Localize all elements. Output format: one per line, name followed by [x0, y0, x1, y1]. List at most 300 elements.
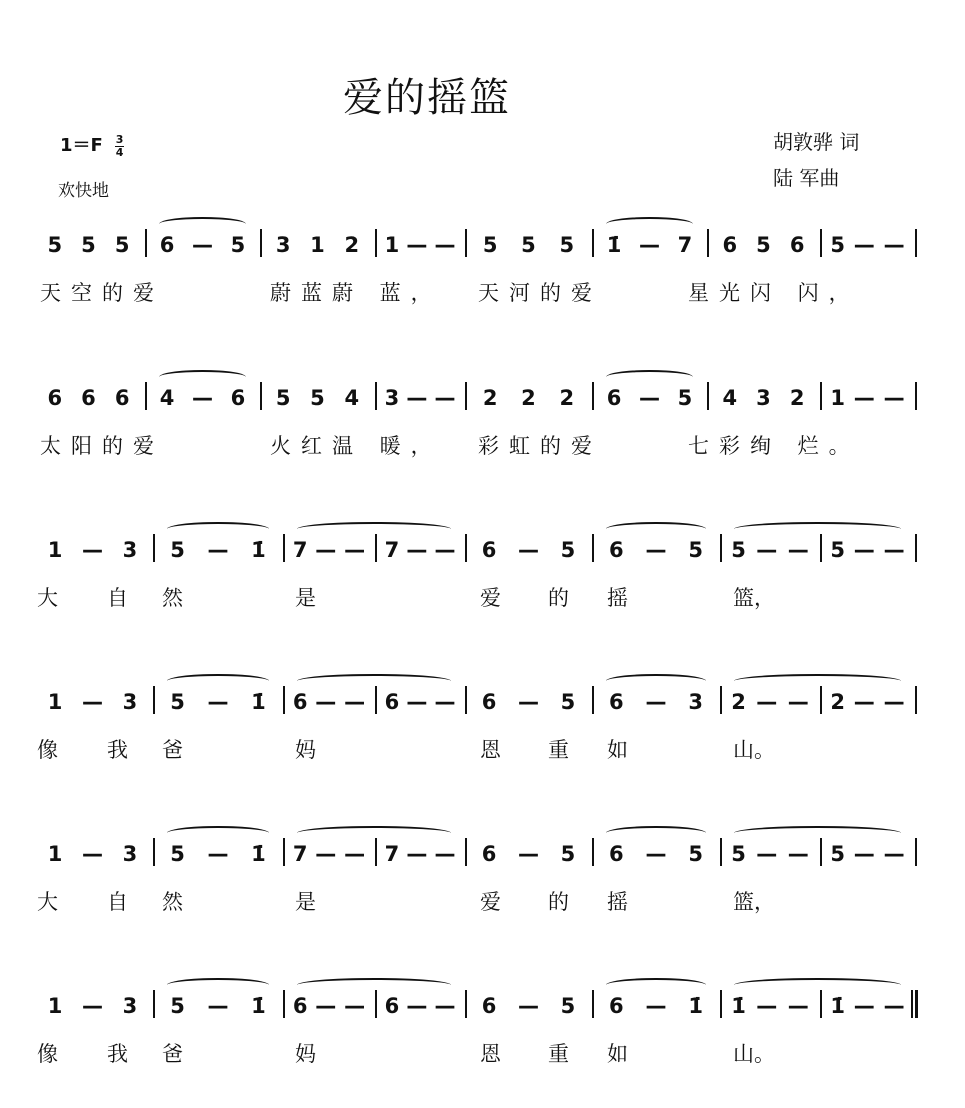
note: —	[207, 538, 229, 562]
measure	[471, 538, 586, 562]
note: 1̇	[251, 538, 266, 562]
note: —	[207, 994, 229, 1018]
measure	[38, 994, 147, 1018]
lyric: 大	[37, 586, 58, 610]
note: —	[645, 690, 667, 714]
note: 5	[688, 842, 704, 866]
lyric: 篮，	[733, 890, 775, 914]
note: —	[883, 842, 905, 866]
note: 6	[608, 994, 624, 1018]
measure	[471, 842, 586, 866]
note: 4	[344, 386, 360, 410]
lyric: 太阳的爱	[40, 434, 164, 458]
note: 5	[275, 386, 291, 410]
note: —	[517, 842, 539, 866]
tie-arc	[159, 370, 246, 384]
note: —	[406, 538, 428, 562]
note: 6	[159, 233, 175, 257]
measure	[151, 233, 254, 257]
measure	[159, 538, 277, 562]
note: —	[517, 538, 539, 562]
barline	[375, 382, 377, 410]
note: 3	[122, 690, 138, 714]
score-row	[0, 690, 965, 770]
measure	[598, 538, 714, 562]
tie-arc	[297, 522, 451, 536]
note: 1	[47, 690, 63, 714]
note: —	[344, 994, 366, 1018]
lyric: 然	[162, 890, 183, 914]
time-signature-top: 3	[115, 132, 124, 146]
lyric: 爱	[480, 586, 501, 610]
barline	[707, 382, 709, 410]
barline	[283, 686, 285, 714]
note: —	[756, 538, 778, 562]
tie-arc	[159, 217, 246, 231]
note: 2	[731, 690, 746, 714]
note: 5	[230, 233, 246, 257]
measure	[289, 842, 369, 866]
note: —	[883, 233, 905, 257]
note: —	[883, 690, 905, 714]
tie-arc	[734, 826, 901, 840]
note: —	[434, 538, 456, 562]
measure	[726, 994, 814, 1018]
tempo-marking: 欢快地	[58, 181, 109, 201]
measure	[826, 538, 909, 562]
lyric: 恩	[480, 738, 501, 762]
note: —	[883, 538, 905, 562]
lyric: 自	[107, 890, 128, 914]
measure	[598, 994, 714, 1018]
barline	[260, 382, 262, 410]
note: —	[81, 994, 103, 1018]
measure	[289, 538, 369, 562]
note: 1̇	[606, 233, 622, 257]
lyric: 自	[107, 586, 128, 610]
barline	[465, 382, 467, 410]
note: 6	[114, 386, 130, 410]
note: —	[434, 690, 456, 714]
note: 5	[310, 386, 325, 410]
note: 6	[481, 842, 497, 866]
measure	[598, 386, 701, 410]
note: 5	[731, 842, 746, 866]
measure	[38, 233, 139, 257]
lyric: 像	[37, 738, 58, 762]
tie-arc	[606, 826, 706, 840]
barline	[720, 838, 722, 866]
note: —	[406, 994, 428, 1018]
measure	[826, 994, 909, 1018]
tie-arc	[606, 217, 693, 231]
measure	[38, 690, 147, 714]
note: 1	[47, 842, 63, 866]
lyric: 是	[295, 586, 316, 610]
barline	[915, 382, 917, 410]
note: 6	[481, 538, 497, 562]
note: —	[883, 994, 905, 1018]
barline	[707, 229, 709, 257]
note: 6	[384, 690, 400, 714]
barline	[820, 382, 822, 410]
note: —	[406, 690, 428, 714]
measure	[471, 690, 586, 714]
note: 5	[559, 233, 575, 257]
note: 6	[606, 386, 622, 410]
note: 5	[560, 538, 576, 562]
lyric: 摇	[607, 586, 628, 610]
note: —	[787, 690, 809, 714]
note: 7	[677, 233, 693, 257]
tie-arc	[734, 978, 901, 992]
lyric: 天空的爱	[40, 281, 164, 305]
barline	[820, 534, 822, 562]
tie-arc	[606, 370, 693, 384]
note: —	[191, 233, 213, 257]
note: 7	[292, 842, 308, 866]
note: —	[434, 386, 456, 410]
lyric: 的	[548, 586, 569, 610]
measure	[38, 538, 147, 562]
measure	[713, 386, 814, 410]
note: —	[207, 690, 229, 714]
note: —	[517, 690, 539, 714]
barline	[375, 838, 377, 866]
measure	[381, 386, 459, 410]
note: —	[315, 690, 337, 714]
score-row	[0, 233, 965, 313]
barline	[375, 229, 377, 257]
note: 6	[608, 690, 624, 714]
note: 5	[81, 233, 96, 257]
note: —	[315, 538, 337, 562]
barline	[592, 990, 594, 1018]
note: 7	[292, 538, 308, 562]
lyric: 妈	[295, 1042, 316, 1066]
note: 5	[560, 994, 576, 1018]
tie-arc	[606, 522, 706, 536]
measure	[381, 233, 459, 257]
note: 6	[47, 386, 63, 410]
measure	[289, 994, 369, 1018]
barline	[145, 382, 147, 410]
note: 5	[170, 994, 185, 1018]
barline	[465, 686, 467, 714]
key-label: 1＝F	[60, 135, 103, 156]
measure	[726, 690, 814, 714]
note: 7	[384, 842, 400, 866]
lyric: 爸	[162, 1042, 183, 1066]
barline	[465, 838, 467, 866]
barline	[153, 686, 155, 714]
note: —	[344, 538, 366, 562]
note: 1̇	[688, 994, 704, 1018]
note: 2	[830, 690, 846, 714]
note: —	[81, 690, 103, 714]
note: 6	[230, 386, 246, 410]
measure	[159, 994, 277, 1018]
lyric: 七彩绚 烂。	[688, 434, 860, 458]
note: 6	[81, 386, 96, 410]
note: —	[853, 690, 875, 714]
measure	[38, 386, 139, 410]
note: 1̇	[251, 690, 266, 714]
lyric: 蔚蓝蔚 蓝，	[270, 281, 442, 305]
note: —	[853, 386, 875, 410]
tie-arc	[734, 674, 901, 688]
note: 2	[789, 386, 805, 410]
barline	[720, 686, 722, 714]
song-title: 爱的摇篮	[343, 75, 511, 121]
barline	[915, 838, 917, 866]
barline	[820, 838, 822, 866]
note: —	[883, 386, 905, 410]
lyric: 大	[37, 890, 58, 914]
barline	[153, 534, 155, 562]
note: 6	[292, 690, 308, 714]
barline	[145, 229, 147, 257]
barline	[820, 990, 822, 1018]
barline	[260, 229, 262, 257]
note: 6	[384, 994, 400, 1018]
measure	[381, 994, 459, 1018]
note: —	[344, 690, 366, 714]
measure	[471, 994, 586, 1018]
note: 2	[521, 386, 536, 410]
note: 5	[830, 842, 846, 866]
measure	[713, 233, 814, 257]
barline	[592, 534, 594, 562]
note: —	[787, 994, 809, 1018]
tie-arc	[606, 674, 706, 688]
barline	[915, 686, 917, 714]
note: —	[434, 994, 456, 1018]
note: —	[406, 842, 428, 866]
note: —	[645, 994, 667, 1018]
note: 6	[789, 233, 805, 257]
note: 3	[122, 538, 138, 562]
note: 5	[521, 233, 536, 257]
barline	[465, 534, 467, 562]
note: —	[191, 386, 213, 410]
barline	[720, 534, 722, 562]
lyric: 星光闪 闪，	[688, 281, 860, 305]
barline	[283, 534, 285, 562]
measure	[471, 233, 586, 257]
barline	[820, 686, 822, 714]
note: —	[853, 233, 875, 257]
measure	[826, 690, 909, 714]
measure	[826, 386, 909, 410]
note: —	[853, 994, 875, 1018]
measure	[381, 690, 459, 714]
note: —	[81, 538, 103, 562]
note: 1̇	[251, 994, 266, 1018]
measure	[381, 538, 459, 562]
note: 5	[560, 690, 576, 714]
lyric: 妈	[295, 738, 316, 762]
tie-arc	[297, 978, 451, 992]
note: —	[315, 842, 337, 866]
note: —	[756, 994, 778, 1018]
lyric: 我	[107, 1042, 128, 1066]
barline	[465, 229, 467, 257]
barline	[720, 990, 722, 1018]
tie-arc	[167, 978, 269, 992]
note: 6	[481, 994, 497, 1018]
measure	[266, 233, 369, 257]
barline	[375, 990, 377, 1018]
note: 5	[170, 690, 185, 714]
note: —	[638, 233, 660, 257]
measure	[598, 690, 714, 714]
note: 1	[47, 994, 63, 1018]
lyric: 像	[37, 1042, 58, 1066]
measure	[38, 842, 147, 866]
measure	[159, 842, 277, 866]
note: 3	[122, 842, 138, 866]
barline	[592, 382, 594, 410]
lyric: 如	[607, 738, 628, 762]
note: 5	[830, 233, 846, 257]
note: —	[756, 690, 778, 714]
note: —	[853, 538, 875, 562]
time-signature	[115, 132, 124, 159]
tie-arc	[606, 978, 706, 992]
note: 1	[310, 233, 325, 257]
note: 5	[170, 538, 185, 562]
composer-credit: 陆 军曲	[773, 166, 840, 190]
measure	[598, 233, 701, 257]
barline	[820, 229, 822, 257]
note: 2	[482, 386, 498, 410]
note: —	[344, 842, 366, 866]
note: 6	[292, 994, 308, 1018]
tie-arc	[167, 674, 269, 688]
measure	[471, 386, 586, 410]
tie-arc	[734, 522, 901, 536]
lyric: 山。	[733, 738, 775, 762]
measure	[826, 842, 909, 866]
lyric: 篮，	[733, 586, 775, 610]
barline	[283, 838, 285, 866]
note: 1	[830, 386, 846, 410]
lyricist-credit: 胡敦骅 词	[773, 130, 860, 154]
measure	[289, 690, 369, 714]
barline	[283, 990, 285, 1018]
lyric: 然	[162, 586, 183, 610]
note: 1	[384, 233, 400, 257]
time-signature-bottom: 4	[115, 145, 124, 159]
barline	[592, 838, 594, 866]
note: 4	[159, 386, 175, 410]
note: 2	[344, 233, 360, 257]
tie-arc	[297, 674, 451, 688]
lyric: 如	[607, 1042, 628, 1066]
note: 5	[560, 842, 576, 866]
score-row	[0, 386, 965, 466]
note: 3	[688, 690, 704, 714]
barline	[592, 686, 594, 714]
measure	[159, 690, 277, 714]
measure	[826, 233, 909, 257]
note: —	[756, 842, 778, 866]
note: —	[645, 538, 667, 562]
key-signature	[60, 131, 124, 158]
note: —	[81, 842, 103, 866]
note: —	[406, 233, 428, 257]
note: 3	[275, 233, 291, 257]
note: —	[787, 538, 809, 562]
note: 3	[756, 386, 771, 410]
note: 5	[677, 386, 693, 410]
measure	[598, 842, 714, 866]
note: —	[787, 842, 809, 866]
barline	[153, 990, 155, 1018]
note: 5	[170, 842, 185, 866]
note: 5	[482, 233, 498, 257]
note: 5	[114, 233, 130, 257]
lyric: 重	[548, 738, 569, 762]
note: —	[638, 386, 660, 410]
note: 5	[830, 538, 846, 562]
note: 3	[122, 994, 138, 1018]
score-row	[0, 538, 965, 618]
note: —	[207, 842, 229, 866]
lyric: 我	[107, 738, 128, 762]
note: —	[315, 994, 337, 1018]
lyric: 是	[295, 890, 316, 914]
note: 1̇	[251, 842, 266, 866]
note: —	[406, 386, 428, 410]
note: 1̇	[830, 994, 846, 1018]
note: 7	[384, 538, 400, 562]
lyric: 天河的爱	[478, 281, 602, 305]
lyric: 的	[548, 890, 569, 914]
note: —	[517, 994, 539, 1018]
note: 5	[688, 538, 704, 562]
barline	[915, 229, 917, 257]
barline	[465, 990, 467, 1018]
measure	[726, 842, 814, 866]
lyric: 山。	[733, 1042, 775, 1066]
score-row	[0, 842, 965, 922]
final-barline	[911, 990, 918, 1018]
note: —	[853, 842, 875, 866]
barline	[375, 686, 377, 714]
note: 5	[756, 233, 771, 257]
score-row	[0, 994, 965, 1074]
tie-arc	[167, 826, 269, 840]
note: —	[645, 842, 667, 866]
barline	[153, 838, 155, 866]
measure	[151, 386, 254, 410]
tie-arc	[167, 522, 269, 536]
lyric: 重	[548, 1042, 569, 1066]
lyric: 恩	[480, 1042, 501, 1066]
note: 6	[481, 690, 497, 714]
note: 6	[608, 842, 624, 866]
barline	[375, 534, 377, 562]
note: 2	[559, 386, 575, 410]
barline	[592, 229, 594, 257]
note: 3	[384, 386, 400, 410]
lyric: 爸	[162, 738, 183, 762]
note: —	[434, 233, 456, 257]
note: 6	[608, 538, 624, 562]
barline	[915, 534, 917, 562]
